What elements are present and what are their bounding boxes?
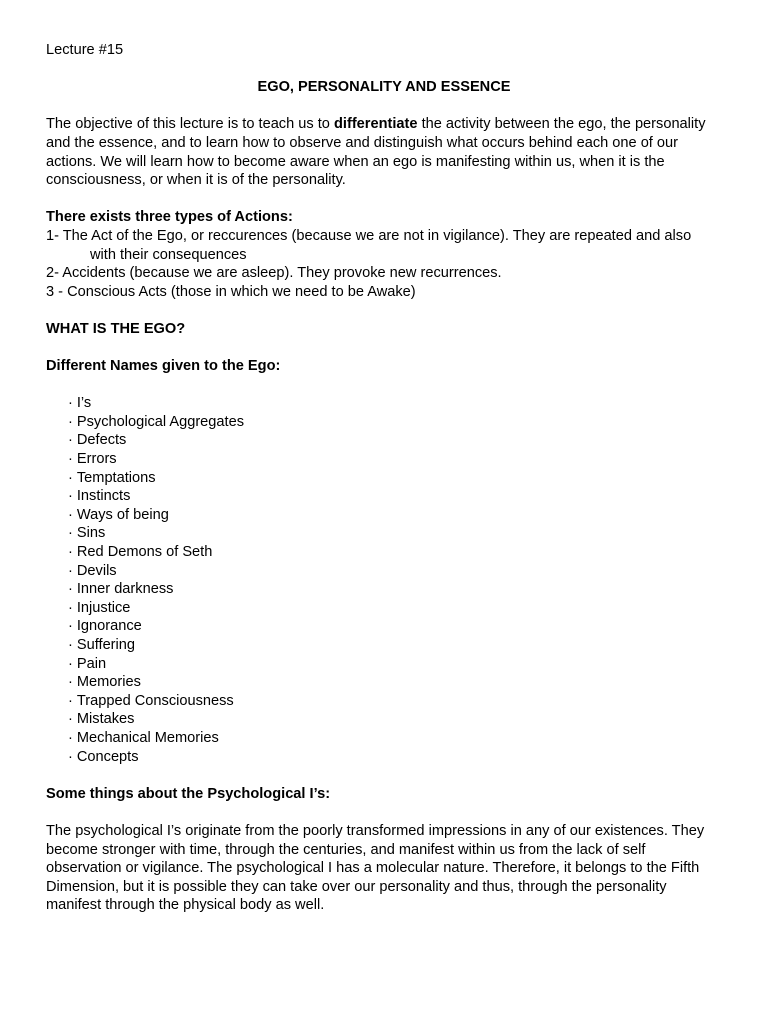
- bullet-icon: ·: [68, 729, 73, 746]
- action-item: 3 - Conscious Acts (those in which we need to be Awake): [46, 283, 416, 300]
- bullet-icon: ·: [68, 469, 73, 486]
- ego-name-item: [68, 692, 722, 711]
- bullet-icon: ·: [68, 562, 73, 579]
- ego-name-item: [68, 413, 722, 432]
- lecture-number: Lecture #15: [46, 42, 124, 58]
- ego-name-item: [68, 636, 722, 655]
- actions-list: [46, 227, 722, 301]
- ego-name-item: [68, 394, 722, 413]
- ego-name-text: Defects: [76, 432, 127, 449]
- ego-name-text: Memories: [76, 674, 141, 691]
- intro-text-before: The objective of this lecture is to teach us to: [46, 116, 334, 133]
- ego-name-text: Pain: [76, 655, 107, 672]
- names-heading: Different Names given to the Ego:: [46, 358, 281, 375]
- ego-name-text: Suffering: [76, 637, 136, 653]
- ego-name-item: [68, 673, 722, 692]
- bullet-icon: ·: [68, 599, 73, 616]
- ego-name-item: [68, 524, 722, 543]
- ego-name-item: [68, 562, 722, 581]
- what-is-ego-heading: WHAT IS THE EGO?: [46, 320, 186, 337]
- bullet-icon: ·: [68, 451, 73, 468]
- ego-name-text: Ways of being: [76, 506, 169, 523]
- ego-name-text: Temptations: [76, 469, 156, 486]
- bullet-icon: ·: [68, 506, 73, 523]
- bullet-icon: ·: [68, 544, 73, 561]
- bullet-icon: ·: [68, 525, 73, 542]
- psych-heading: Some things about the Psychological I’s:: [46, 785, 331, 802]
- ego-name-text: Sins: [76, 525, 106, 542]
- ego-name-item: [68, 617, 722, 636]
- ego-name-text: Red Demons of Seth: [76, 544, 213, 561]
- bullet-icon: ·: [68, 618, 73, 635]
- ego-name-item: [68, 710, 722, 729]
- ego-name-item: [68, 748, 722, 767]
- action-item: 2- Accidents (because we are asleep). They provoke new recurrences.: [46, 265, 502, 282]
- bullet-icon: ·: [68, 655, 73, 672]
- ego-name-text: Errors: [76, 451, 117, 468]
- bullet-icon: ·: [68, 395, 73, 412]
- intro-paragraph: [46, 115, 722, 189]
- bullet-icon: ·: [68, 488, 73, 505]
- action-item-continuation: with their consequences: [90, 246, 247, 263]
- ego-name-item: [68, 543, 722, 562]
- ego-name-item: [68, 655, 722, 674]
- ego-names-list: [46, 394, 722, 766]
- action-item-text: 1- The Act of the Ego, or reccurences (because we are not in vigilance). They are repeated and also: [46, 227, 692, 244]
- ego-name-item: [68, 469, 722, 488]
- ego-name-text: Injustice: [76, 599, 131, 616]
- ego-name-text: Psychological Aggregates: [76, 413, 244, 430]
- bullet-icon: ·: [68, 581, 73, 598]
- bullet-icon: ·: [68, 413, 73, 430]
- document-title: EGO, PERSONALITY AND ESSENCE: [257, 79, 511, 96]
- bullet-icon: ·: [68, 748, 73, 765]
- ego-name-text: Devils: [76, 562, 117, 579]
- ego-name-text: Mistakes: [76, 711, 135, 728]
- psych-paragraph: The psychological I’s originate from the poorly transformed impressions in any of our existences. They become stronger with time, through the centuries, and manifest within us from the lack of self observation or vigilance. The psychological I has a molecular nature. Therefore, it belongs to the Fifth Dimension, but it is possible they can take over our personality and thus, through the personality manifest through the physical body as well.: [46, 822, 705, 914]
- ego-name-text: Trapped Consciousness: [76, 692, 234, 709]
- ego-name-text: Mechanical Memories: [76, 729, 219, 746]
- ego-name-text: Inner darkness: [76, 581, 174, 598]
- ego-name-text: Instincts: [76, 488, 131, 505]
- intro-emphasis: differentiate: [333, 116, 418, 133]
- ego-name-text: Concepts: [76, 748, 139, 765]
- actions-heading: There exists three types of Actions:: [46, 209, 293, 226]
- ego-name-item: [68, 431, 722, 450]
- bullet-icon: ·: [68, 432, 73, 449]
- ego-name-text: I’s: [76, 395, 92, 412]
- bullet-icon: ·: [68, 692, 73, 709]
- action-item: [46, 227, 722, 264]
- bullet-icon: ·: [68, 674, 73, 691]
- intro-text-after: the activity between the ego, the personality and the essence, and to learn how to observe and distinguish what occurs behind each one of our actions. We will learn how to become aware when an ego is manifesting within us, when it is the consciousness, or when it is of the personality.: [46, 116, 706, 189]
- ego-name-text: Ignorance: [76, 618, 142, 635]
- ego-name-item: [68, 729, 722, 748]
- ego-name-item: [68, 506, 722, 525]
- bullet-icon: ·: [68, 711, 73, 728]
- bullet-icon: ·: [68, 637, 73, 653]
- ego-name-item: [68, 450, 722, 469]
- ego-name-item: [68, 599, 722, 618]
- ego-name-item: [68, 580, 722, 599]
- ego-name-item: [68, 487, 722, 506]
